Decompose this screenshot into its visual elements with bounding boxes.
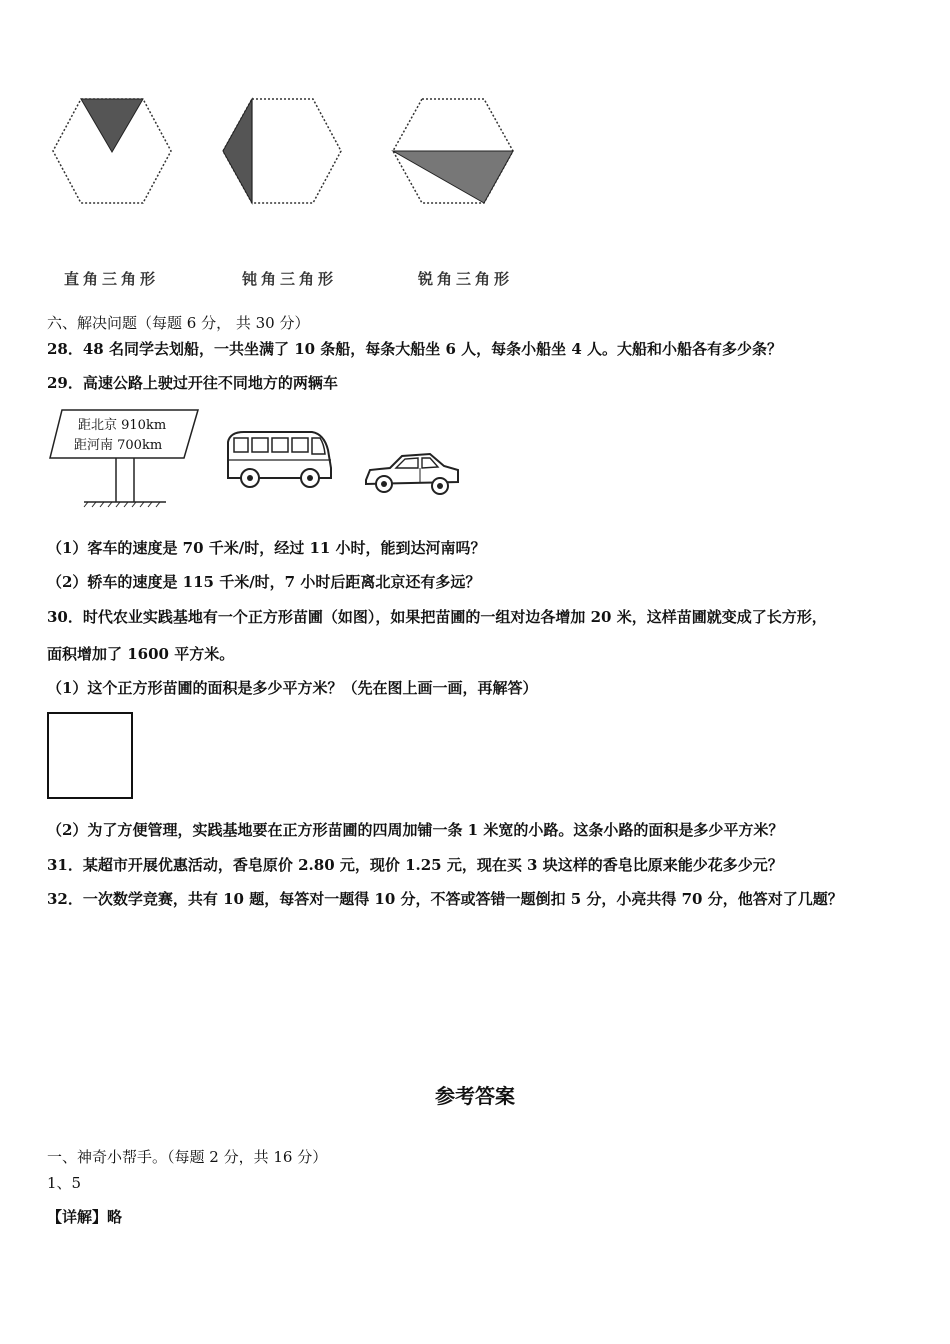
answers-section1: 一、神奇小帮手。（每题 2 分，共 16 分） <box>47 1148 328 1166</box>
bus-illustration <box>222 428 334 492</box>
figure-label-acute: 锐角三角形 <box>418 270 514 288</box>
question-30-line2: 面积增加了 1600 平方米。 <box>47 645 235 663</box>
road-sign <box>48 408 203 508</box>
question-30-line1: 30．时代农业实践基地有一个正方形苗圃（如图），如果把苗圃的一组对边各增加 20 米，这样苗圃就变成了长方形， <box>47 608 827 626</box>
answers-title: 参考答案 <box>435 1084 515 1108</box>
question-30-sub1: （1）这个正方形苗圃的面积是多少平方米？（先在图上画一画，再解答） <box>47 679 538 697</box>
sign-line-2: 距河南 700km <box>74 438 163 453</box>
car-illustration <box>362 448 462 498</box>
question-32: 32．一次数学竞赛，共有 10 题，每答对一题得 10 分，不答或答错一题倒扣 5 分，小亮共得 70 分，他答对了几题？ <box>47 890 843 908</box>
hexagon-right-triangle-figure <box>50 95 174 207</box>
question-29: 29．高速公路上驶过开往不同地方的两辆车 <box>47 374 338 392</box>
sign-line-1: 距北京 910km <box>78 418 167 433</box>
question-31: 31．某超市开展优惠活动，香皂原价 2.80 元，现价 1.25 元，现在买 3 块这样的香皂比原来能少花多少元？ <box>47 856 783 874</box>
section6-heading: 六、解决问题（每题 6 分， 共 30 分） <box>47 314 310 332</box>
hexagon-obtuse-triangle-figure <box>218 95 344 207</box>
hexagon-acute-triangle-figure <box>390 95 516 207</box>
question-28: 28．48 名同学去划船，一共坐满了 10 条船，每条大船坐 6 人，每条小船坐 4 人。大船和小船各有多少条？ <box>47 340 783 358</box>
figure-label-right: 直角三角形 <box>64 270 160 288</box>
answers-item1: 1、5 <box>47 1174 82 1192</box>
answers-detail: 【详解】略 <box>47 1208 123 1226</box>
square-nursery-figure <box>47 712 133 799</box>
question-29-sub2: （2）轿车的速度是 115 千米/时，7 小时后距离北京还有多远？ <box>47 573 481 591</box>
question-29-sub1: （1）客车的速度是 70 千米/时，经过 11 小时，能到达河南吗？ <box>47 539 486 557</box>
question-30-sub2: （2）为了方便管理，实践基地要在正方形苗圃的四周加铺一条 1 米宽的小路。这条小路的面积是多少平方米？ <box>47 821 784 839</box>
figure-label-obtuse: 钝角三角形 <box>242 270 338 288</box>
